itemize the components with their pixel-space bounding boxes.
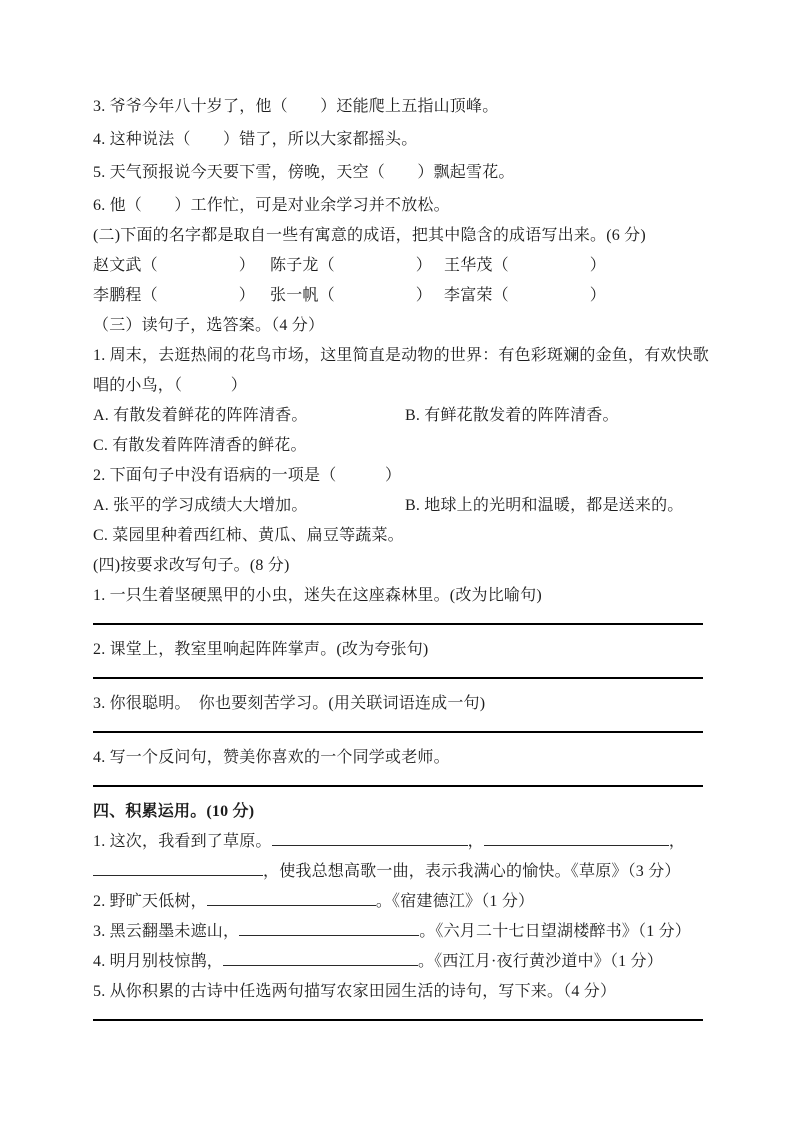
poem-q3-suffix: 。《六月二十七日望湖楼醉书》（1 分） (419, 923, 692, 940)
answer-line (93, 731, 703, 733)
q2-stem: 2. 下面句子中没有语病的一项是（ ） (93, 467, 402, 484)
rewrite-q4: 4. 写一个反问句，赞美你喜欢的一个同学或老师。 (93, 749, 450, 766)
answer-line (93, 623, 703, 625)
q2-option-b: B. 地球上的光明和温暖，都是送来的。 (405, 497, 684, 514)
q1-option-b: B. 有鲜花散发着的阵阵清香。 (405, 407, 619, 424)
poem-q1-line1 (93, 827, 707, 857)
poem-q2-prefix: 2. 野旷天低树， (93, 893, 207, 910)
blank-underline (223, 950, 418, 966)
rewrite-q2: 2. 课堂上，教室里响起阵阵掌声。(改为夸张句) (93, 641, 429, 658)
fill-blank-item-5: 5. 天气预报说今天要下雪，傍晚，天空（ ）飘起雪花。 (93, 164, 515, 181)
section-four-heading: (四)按要求改写句子。(8 分) (93, 557, 290, 574)
q1-stem-line1: 1. 周末，去逛热闹的花鸟市场，这里简直是动物的世界：有色彩斑斓的金鱼，有欢快歌 (93, 347, 710, 364)
blank-underline (207, 890, 376, 906)
q1-options-ab (93, 401, 707, 431)
blank-underline (484, 830, 669, 846)
poem-q4-prefix: 4. 明月别枝惊鹊， (93, 953, 224, 970)
name-blank-lifurong: 李富荣（ ） (444, 287, 607, 304)
q2-options-ab (93, 491, 707, 521)
poem-q4-suffix: 。《西江月·夜行黄沙道中》（1 分） (418, 953, 663, 970)
name-blank-chenzilong: 陈子龙（ ） (270, 257, 433, 274)
comma: ， (467, 833, 484, 850)
poem-q2-suffix: 。《宿建德江》（1 分） (375, 893, 535, 910)
q1-stem-line2: 唱的小鸟，（ ） (93, 377, 248, 394)
poem-q1-suffix: ，使我总想高歌一曲，表示我满心的愉快。《草原》（3 分） (263, 863, 681, 880)
q2-option-a: A. 张平的学习成绩大大增加。 (93, 497, 308, 514)
section-five-heading: 四、积累运用。(10 分) (93, 803, 255, 820)
poem-q4 (93, 947, 707, 977)
blank-underline (93, 860, 263, 876)
q2-option-c: C. 菜园里种着西红柿、黄瓜、扁豆等蔬菜。 (93, 527, 404, 544)
rewrite-q3: 3. 你很聪明。 你也要刻苦学习。(用关联词语连成一句) (93, 695, 486, 712)
poem-q5: 5. 从你积累的古诗中任选两句描写农家田园生活的诗句，写下来。（4 分） (93, 983, 617, 1000)
names-row-2 (93, 281, 707, 311)
q1-option-c: C. 有散发着阵阵清香的鲜花。 (93, 437, 307, 454)
section-three-heading: （三）读句子，选答案。（4 分） (93, 317, 325, 334)
fill-blank-item-6: 6. 他（ ）工作忙，可是对业余学习并不放松。 (93, 197, 450, 214)
poem-q3-prefix: 3. 黑云翻墨未遮山， (93, 923, 240, 940)
fill-blank-item-4: 4. 这种说法（ ）错了，所以大家都摇头。 (93, 131, 418, 148)
name-blank-zhangyifan: 张一帆（ ） (270, 287, 433, 304)
name-blank-lipengcheng: 李鹏程（ ） (93, 287, 256, 304)
poem-q1-prefix: 1. 这次，我看到了草原。 (93, 833, 272, 850)
name-blank-wanghuamao: 王华茂（ ） (444, 257, 607, 274)
poem-q1-line2 (93, 857, 707, 887)
comma: ， (668, 833, 686, 850)
blank-underline (272, 830, 468, 846)
answer-line (93, 1019, 703, 1021)
poem-q2 (93, 887, 707, 917)
blank-underline (239, 920, 419, 936)
rewrite-q1: 1. 一只生着坚硬黑甲的小虫，迷失在这座森林里。(改为比喻句) (93, 587, 542, 604)
fill-blank-item-3: 3. 爷爷今年八十岁了，他（ ）还能爬上五指山顶峰。 (93, 98, 499, 115)
section-two-heading: (二)下面的名字都是取自一些有寓意的成语，把其中隐含的成语写出来。(6 分) (93, 227, 646, 244)
poem-q3 (93, 917, 707, 947)
names-row-1 (93, 251, 707, 281)
q1-option-a: A. 有散发着鲜花的阵阵清香。 (93, 407, 308, 424)
answer-line (93, 785, 703, 787)
name-blank-zhaowenwu: 赵文武（ ） (93, 257, 256, 274)
answer-line (93, 677, 703, 679)
